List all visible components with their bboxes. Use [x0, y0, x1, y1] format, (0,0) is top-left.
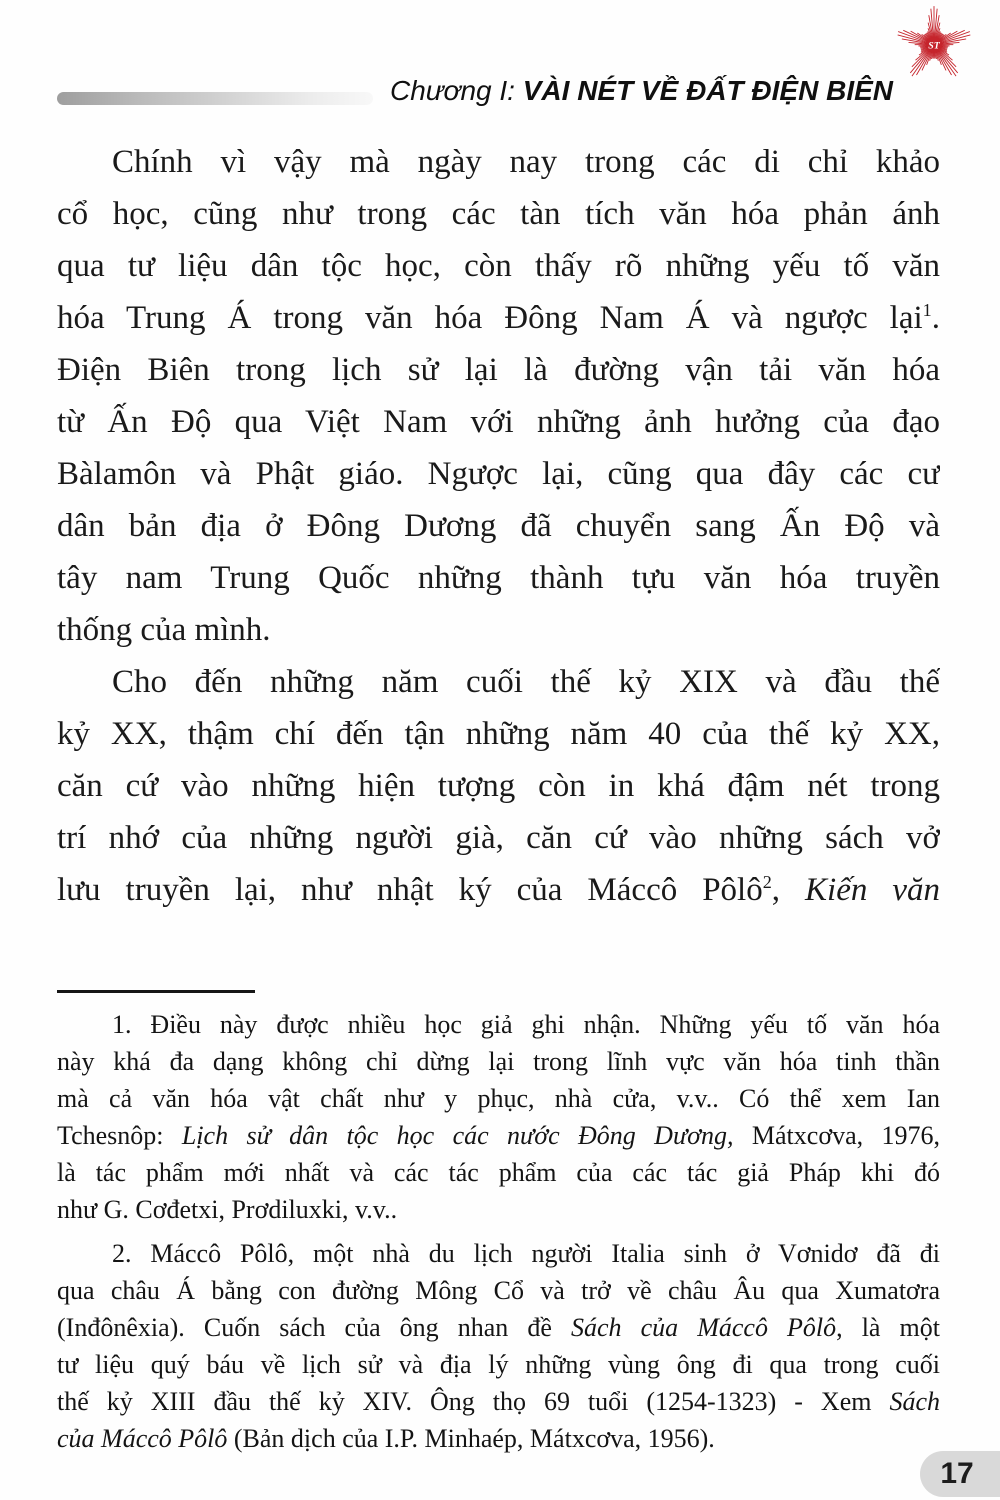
text-segment: của Máccô Pôlô [57, 1424, 234, 1453]
text-segment: tư liệu quý báu về lịch sử và địa lý những vùng ông đi qua trong cuối [57, 1350, 940, 1379]
text-segment: Lịch sử dân tộc học các nước Đông Dương, [181, 1121, 734, 1150]
text-line [57, 136, 940, 188]
text-line [57, 812, 940, 864]
text-line [57, 1117, 940, 1154]
text-segment: Bàlamôn và Phật giáo. Ngược lại, cũng qua đây các cư [57, 456, 940, 492]
text-segment: Cho đến những năm cuối thế kỷ XIX và đầu thế [112, 664, 940, 700]
text-segment: thế kỷ XIII đầu thế kỷ XIV. Ông thọ 69 tuổi (1254-1323) - Xem [57, 1387, 890, 1416]
text-line [57, 1043, 940, 1080]
text-segment: Mátxcơva, 1976, [733, 1121, 940, 1150]
text-segment: qua châu Á bằng con đường Mông Cổ và trở về châu Âu qua Xumatơra [57, 1276, 940, 1305]
text-segment: Sách [889, 1387, 940, 1416]
text-segment: , là một [836, 1313, 940, 1342]
body-paragraph [57, 656, 940, 916]
text-segment: thống của mình. [57, 612, 271, 648]
text-segment: Chính vì vậy mà ngày nay trong các di chỉ khảo [112, 144, 940, 180]
text-segment: (Inđônêxia). Cuốn sách của ông nhan đề [57, 1313, 571, 1342]
text-line [57, 708, 940, 760]
text-segment: căn cứ vào những hiện tượng còn in khá đậm nét trong [57, 768, 940, 804]
text-segment: như G. Cơđetxi, Prơdiluxki, v.v.. [57, 1195, 398, 1224]
text-line [57, 240, 940, 292]
text-segment: Sách của Máccô Pôlô [570, 1313, 837, 1342]
text-line [57, 292, 940, 344]
footnotes [57, 1006, 940, 1457]
text-segment: cổ học, cũng như trong các tàn tích văn hóa phản ánh [57, 196, 940, 232]
text-segment: lưu truyền lại, như nhật ký của Máccô Pôlô [57, 872, 763, 908]
text-line [57, 1080, 940, 1117]
text-segment: (Bản dịch của I.P. Minhaép, Mátxcơva, 1956). [233, 1424, 715, 1453]
text-line [57, 188, 940, 240]
footnote-reference-superscript: 2 [762, 872, 772, 893]
text-line [57, 1346, 940, 1383]
text-line [57, 604, 940, 656]
text-line [57, 1154, 940, 1191]
text-line [57, 1420, 940, 1457]
footnote-reference-superscript: 1 [922, 300, 932, 321]
text-segment: tây nam Trung Quốc những thành tựu văn hóa truyền [57, 560, 940, 596]
text-segment: là tác phẩm mới nhất và các tác phẩm của các tác giả Pháp khi đó [57, 1158, 940, 1187]
text-line [57, 1235, 940, 1272]
text-segment: này khá đa dạng không chỉ dừng lại trong lĩnh vực văn hóa tinh thần [57, 1047, 940, 1076]
text-segment: từ Ấn Độ qua Việt Nam với những ảnh hưởng của đạo [57, 404, 940, 440]
text-segment: hóa Trung Á trong văn hóa Đông Nam Á và ngược lại [57, 300, 923, 336]
body-text [57, 136, 940, 916]
text-line [57, 1309, 940, 1346]
text-line [57, 396, 940, 448]
chapter-number-label: Chương I: [390, 75, 515, 106]
publisher-st-starburst-icon [888, 2, 980, 84]
text-line [57, 864, 940, 916]
text-segment: Kiến văn [805, 872, 940, 908]
body-paragraph [57, 136, 940, 656]
chapter-header [390, 74, 893, 108]
text-line [57, 1383, 940, 1420]
text-segment: trí nhớ của những người già, căn cứ vào những sách vở [57, 820, 940, 856]
text-segment: qua tư liệu dân tộc học, còn thấy rõ những yếu tố văn [57, 248, 940, 284]
chapter-header-bar [57, 92, 373, 105]
logo-monogram: ST [928, 40, 940, 52]
footnote [57, 1006, 940, 1228]
text-segment: , [771, 872, 806, 908]
text-line [57, 1191, 940, 1228]
page-number-badge [920, 1451, 1000, 1497]
text-line [57, 1272, 940, 1309]
text-line [57, 448, 940, 500]
text-segment: Tchesnôp: [57, 1121, 182, 1150]
chapter-title: VÀI NÉT VỀ ĐẤT ĐIỆN BIÊN [522, 75, 893, 106]
text-segment: . [931, 300, 940, 336]
text-segment: mà cả văn hóa vật chất như y phục, nhà cửa, v.v.. Có thể xem Ian [57, 1084, 940, 1113]
text-segment: 1. Điều này được nhiều học giả ghi nhận. Những yếu tố văn hóa [112, 1010, 940, 1039]
text-segment: dân bản địa ở Đông Dương đã chuyển sang Ấn Độ và [57, 508, 940, 544]
text-segment: 2. Máccô Pôlô, một nhà du lịch người Italia sinh ở Vơnidơ đã đi [112, 1239, 940, 1268]
text-line [57, 656, 940, 708]
text-line [57, 552, 940, 604]
text-line [57, 344, 940, 396]
page-number: 17 [940, 1457, 974, 1490]
text-line [57, 1006, 940, 1043]
text-line [57, 500, 940, 552]
text-line [57, 760, 940, 812]
text-segment: Điện Biên trong lịch sử lại là đường vận tải văn hóa [57, 352, 940, 388]
text-segment: kỷ XX, thậm chí đến tận những năm 40 của thế kỷ XX, [57, 716, 940, 752]
footnote [57, 1235, 940, 1457]
footnote-separator [57, 990, 255, 993]
